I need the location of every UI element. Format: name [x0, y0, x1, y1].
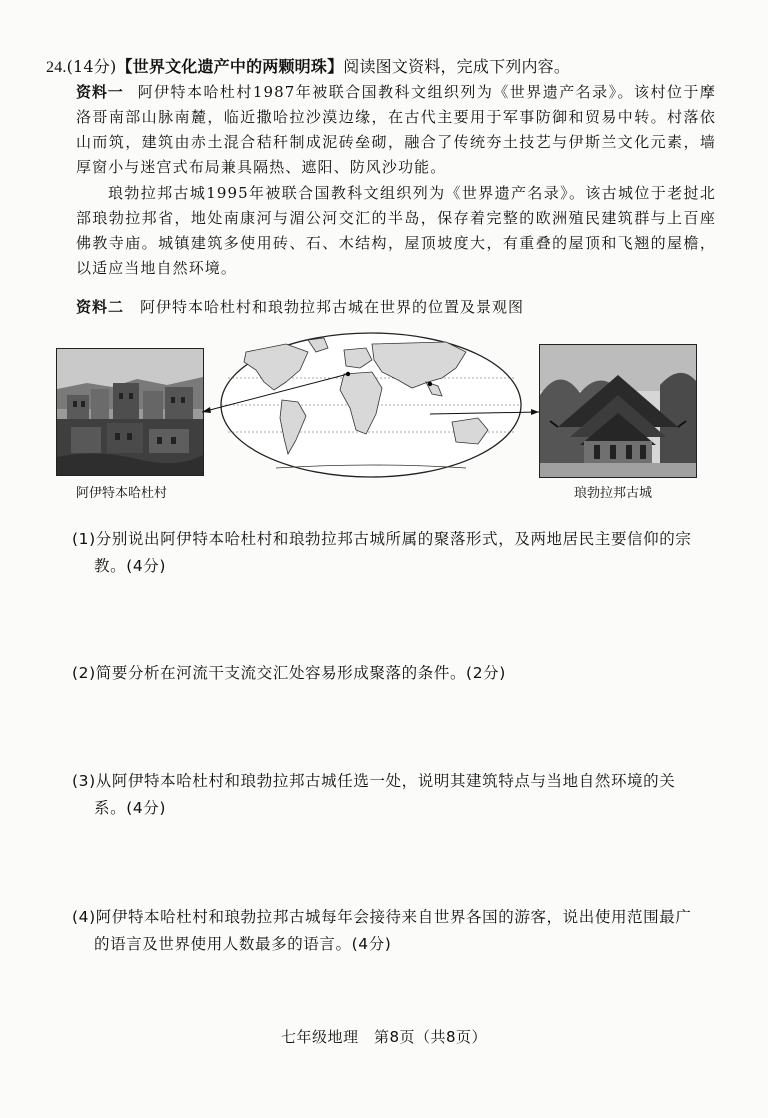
- subquestion-3-line1: (3)从阿伊特本哈杜村和琅勃拉邦古城任选一处，说明其建筑特点与当地自然环境的关: [72, 772, 676, 790]
- material2-label: 资料二: [76, 298, 125, 316]
- subquestion-1-line1: (1)分别说出阿伊特本哈杜村和琅勃拉邦古城所属的聚落形式，及两地居民主要信仰的宗: [72, 530, 692, 548]
- page-footer: 七年级地理 第8页（共8页）: [280, 1028, 488, 1046]
- question-number: 24.: [46, 59, 67, 76]
- luang-prabang-caption: 琅勃拉邦古城: [574, 486, 653, 501]
- material1-paragraph2: [76, 181, 716, 281]
- subquestion-1: [72, 526, 722, 580]
- subquestion-4-line2: 的语言及世界使用人数最多的语言。(4分): [94, 935, 392, 953]
- question-instruction: 阅读图文资料，完成下列内容。: [343, 57, 571, 76]
- location-figure: [0, 330, 768, 510]
- ait-benhaddou-caption: 阿伊特本哈杜村: [76, 486, 168, 501]
- material1-text1: 阿伊特本哈杜村1987年被联合国教科文组织列为《世界遗产名录》。该村位于摩洛哥南部山脉南麓，临近撒哈拉沙漠边缘，在古代主要用于军事防御和贸易中转。村落依山而筑，建筑由赤土混合秸秆制成泥砖垒砌，融合了传统夯土技艺与伊斯兰文化元素，墙厚窗小与迷宫式布局兼具隔热、遮阳、防风沙功能。: [76, 83, 716, 176]
- subquestion-4: [72, 904, 722, 958]
- material2-title: 阿伊特本哈杜村和琅勃拉邦古城在世界的位置及景观图: [140, 298, 525, 316]
- subquestion-2: [72, 660, 722, 687]
- material1-label: 资料一: [76, 83, 124, 101]
- question-score: (14分): [66, 57, 117, 76]
- luang-prabang-photo: [539, 344, 697, 478]
- material1-text2: 琅勃拉邦古城1995年被联合国教科文组织列为《世界遗产名录》。该古城位于老挝北部琅勃拉邦省，地处南康河与湄公河交汇的半岛，保存着完整的欧洲殖民建筑群与上百座佛教寺庙。城镇建筑多使用砖、石、木结构，屋顶坡度大，有重叠的屋顶和飞翘的屋檐，以适应当地自然环境。: [76, 184, 716, 277]
- subquestion-1-line2: 教。(4分): [94, 557, 167, 575]
- material1-paragraph1: [76, 80, 716, 180]
- question-header: [46, 54, 570, 77]
- subquestion-4-line1: (4)阿伊特本哈杜村和琅勃拉邦古城每年会接待来自世界各国的游客，说出使用范围最广: [72, 908, 692, 926]
- subquestion-2-line1: (2)简要分析在河流干支流交汇处容易形成聚落的条件。(2分): [72, 664, 506, 682]
- question-tag: 【世界文化遗产中的两颗明珠】: [116, 57, 344, 76]
- subquestion-3: [72, 768, 722, 822]
- material2-heading: [76, 296, 524, 317]
- subquestion-3-line2: 系。(4分): [94, 799, 167, 817]
